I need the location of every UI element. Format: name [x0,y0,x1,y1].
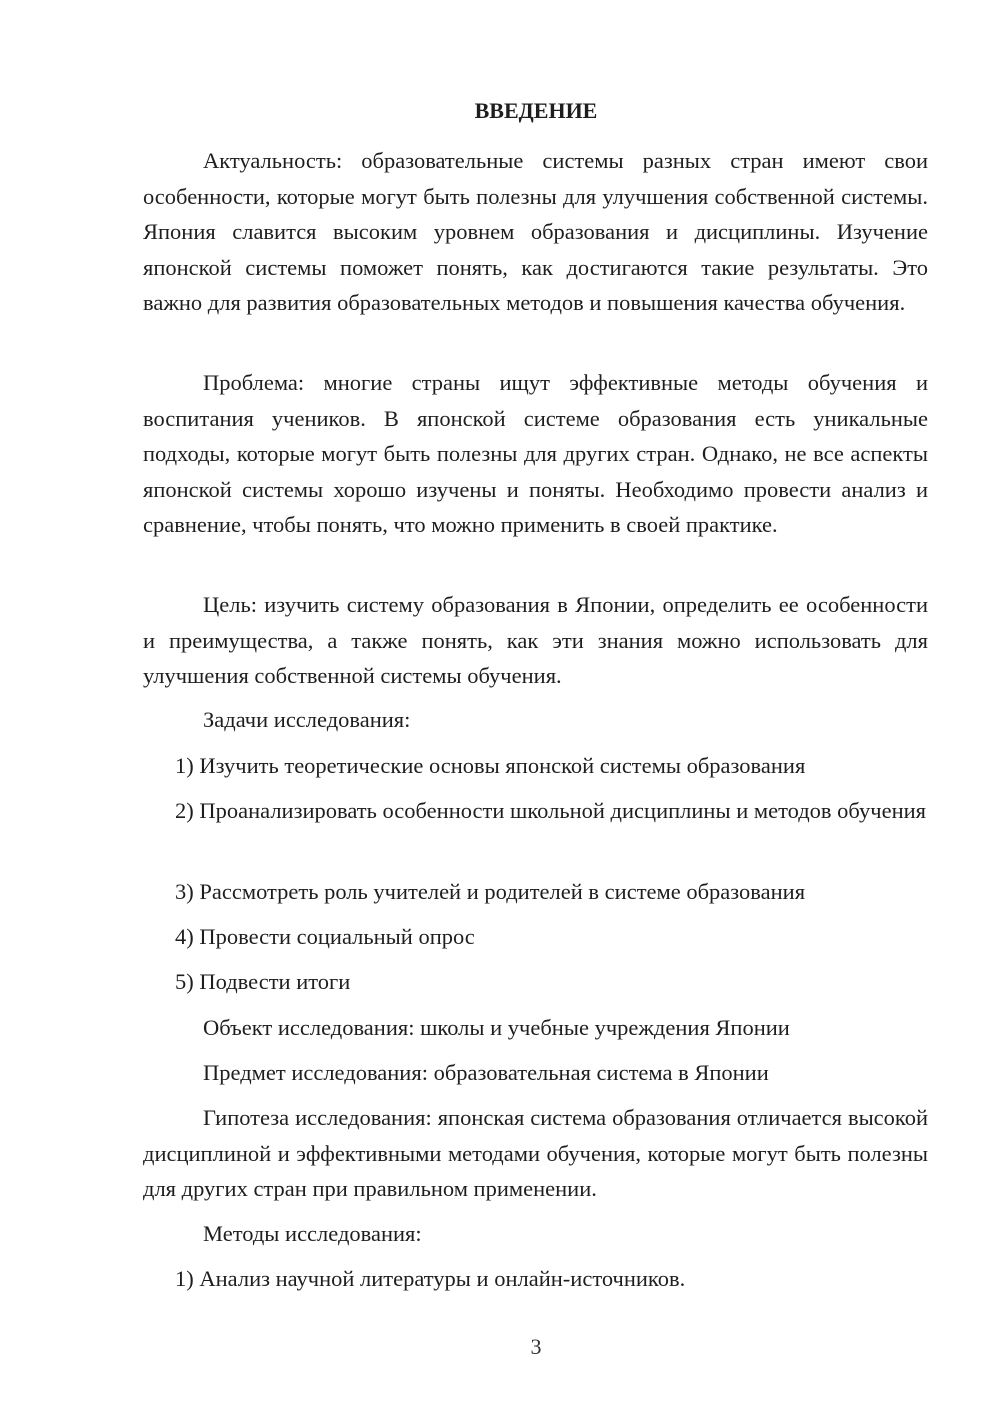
task-item-4: 4) Провести социальный опрос [175,924,475,949]
paragraph-relevance: Актуальность: образовательные системы разных стран имеют свои особенности, которые могут быть полезны для улучшения собственной системы. Япония славится высоким уровнем образования и дисциплины. Изучение японской системы поможет понять, как достигаются такие результаты. Это важно для развития образовательных методов и повышения качества обучения. [143,148,928,315]
methods-heading: Методы исследования: [203,1221,422,1246]
section-title: ВВЕДЕНИЕ [474,98,598,123]
tasks-heading: Задачи исследования: [203,707,411,732]
task-item-1: 1) Изучить теоретические основы японской системы образования [175,753,806,778]
paragraph-problem: Проблема: многие страны ищут эффективные методы обучения и воспитания учеников. В японской системе образования есть уникальные подходы, которые могут быть полезны для других стран. Однако, не все аспекты японской системы хорошо изучены и поняты. Необходимо провести анализ и сравнение, чтобы понять, что можно применить в своей практике. [143,370,928,537]
page-number: 3 [530,1334,542,1359]
paragraph-goal: Цель: изучить систему образования в Японии, определить ее особенности и преимущества, а также понять, как эти знания можно использовать для улучшения собственной системы обучения. [143,592,928,688]
research-object: Объект исследования: школы и учебные учреждения Японии [203,1015,790,1040]
task-item-5: 5) Подвести итоги [175,969,351,994]
research-subject: Предмет исследования: образовательная система в Японии [203,1060,769,1085]
method-item-1: 1) Анализ научной литературы и онлайн-источников. [175,1266,686,1291]
task-item-3: 3) Рассмотреть роль учителей и родителей в системе образования [175,879,806,904]
research-hypothesis: Гипотеза исследования: японская система образования отличается высокой дисциплиной и эффективными методами обучения, которые могут быть полезны для других стран при правильном применении. [143,1105,928,1201]
task-item-2: 2) Проанализировать особенности школьной дисциплины и методов обучения [175,798,927,823]
